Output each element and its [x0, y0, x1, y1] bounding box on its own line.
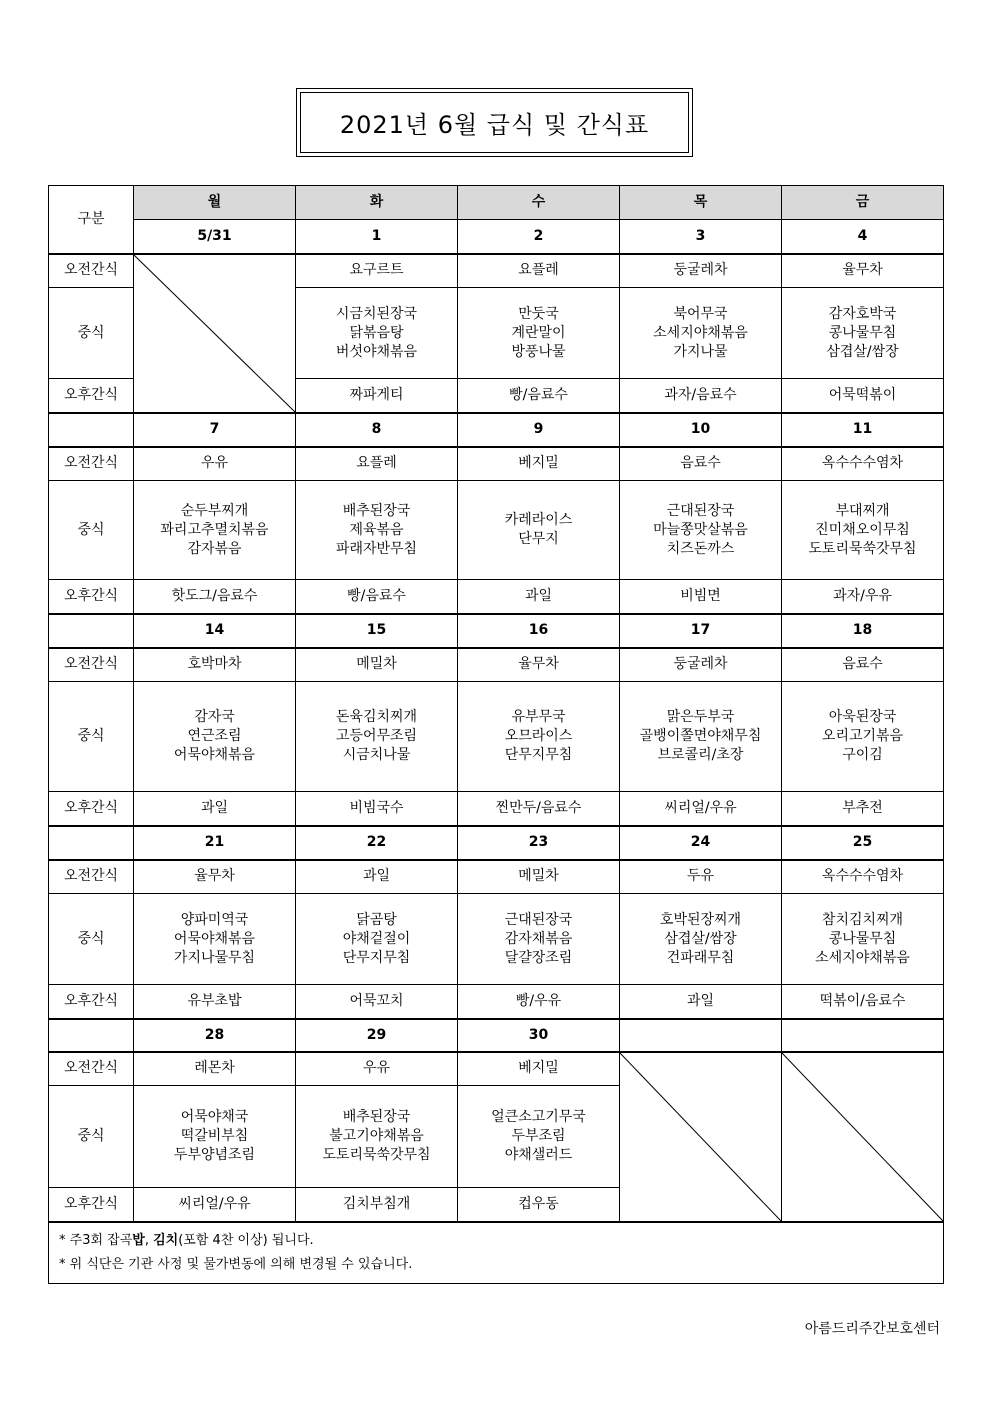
morning-snack-mon: 우유 [134, 447, 296, 481]
menu-item: 소세지야채볶음 [815, 949, 910, 966]
row-label-lunch: 중식 [49, 481, 134, 580]
afternoon-snack-thu: 비빔면 [620, 580, 782, 614]
menu-item: 콩나물무침 [828, 930, 897, 947]
menu-item: 연근조림 [187, 728, 242, 744]
afternoon-snack-row [49, 985, 944, 1019]
lunch-menu-mon [134, 682, 296, 792]
lunch-menu-wed [458, 894, 620, 985]
lunch-row [49, 481, 944, 580]
menu-item: 불고기야채볶음 [329, 1128, 424, 1144]
note-1-suffix: (포함 4찬 이상) 됩니다. [178, 1232, 314, 1248]
morning-snack-thu: 음료수 [620, 447, 782, 481]
date-thu: 17 [620, 614, 782, 648]
morning-snack-thu: 두유 [620, 860, 782, 894]
menu-item: 북어무국 [673, 305, 728, 322]
row-label-lunch: 중식 [49, 682, 134, 792]
date-mon: 5/31 [134, 220, 296, 254]
lunch-menu-tue [296, 682, 458, 792]
note-line-2: * 위 식단은 기관 사정 및 물가변동에 의해 변경될 수 있습니다. [59, 1256, 413, 1272]
morning-snack-row [49, 860, 944, 894]
empty-cell-mon [134, 254, 296, 413]
menu-item: 맑은두부국 [666, 709, 735, 725]
notes-row [49, 1222, 944, 1284]
lunch-menu-wed [458, 1086, 620, 1188]
menu-item: 어묵야채볶음 [173, 930, 256, 947]
date-fri: 25 [782, 826, 944, 860]
menu-item: 부대찌개 [835, 502, 890, 519]
afternoon-snack-tue: 비빔국수 [296, 792, 458, 826]
menu-item: 감자호박국 [828, 305, 897, 322]
date-label-cell [49, 614, 134, 648]
date-thu: 24 [620, 826, 782, 860]
afternoon-snack-fri: 떡볶이/음료수 [782, 985, 944, 1019]
afternoon-snack-fri: 어묵떡볶이 [782, 379, 944, 413]
menu-item: 진미채오이무침 [815, 521, 910, 538]
date-label-cell [49, 826, 134, 860]
date-row [49, 826, 944, 860]
afternoon-snack-mon: 유부초밥 [134, 985, 296, 1019]
date-row [49, 220, 944, 254]
date-tue: 15 [296, 614, 458, 648]
morning-snack-tue: 과일 [296, 860, 458, 894]
day-header-row [49, 186, 944, 220]
date-fri: 18 [782, 614, 944, 648]
menu-item: 도토리묵쑥갓무침 [808, 540, 917, 557]
row-label-morning: 오전간식 [49, 1052, 134, 1086]
menu-item: 오므라이스 [504, 728, 573, 744]
menu-item: 오리고기볶음 [821, 728, 904, 744]
menu-item: 얼큰소고기무국 [491, 1109, 586, 1125]
menu-item: 계란말이 [511, 324, 566, 341]
afternoon-snack-tue: 어묵꼬치 [296, 985, 458, 1019]
note-1-bold-rice: 밥 [132, 1232, 145, 1248]
menu-item: 고등어무조림 [335, 728, 418, 744]
menu-item: 배추된장국 [342, 502, 411, 519]
menu-item: 소세지야채볶음 [653, 324, 748, 341]
row-label-afternoon: 오후간식 [49, 985, 134, 1019]
menu-item: 치즈돈까스 [666, 540, 735, 557]
menu-item: 삼겹살/쌈장 [826, 343, 899, 360]
menu-item: 야채샐러드 [504, 1147, 573, 1163]
row-label-lunch: 중식 [49, 288, 134, 379]
menu-item: 어묵야채볶음 [173, 747, 256, 763]
menu-item: 단무지무침 [342, 949, 411, 966]
menu-item: 건파래무침 [666, 949, 735, 966]
menu-item: 단무지무침 [504, 747, 573, 763]
morning-snack-fri: 음료수 [782, 648, 944, 682]
date-tue: 29 [296, 1019, 458, 1052]
menu-item: 어묵야채국 [180, 1109, 249, 1125]
menu-item: 삼겹살/쌈장 [664, 930, 737, 947]
lunch-menu-fri [782, 288, 944, 379]
afternoon-snack-wed: 빵/음료수 [458, 379, 620, 413]
row-label-lunch: 중식 [49, 894, 134, 985]
afternoon-snack-tue: 빵/음료수 [296, 580, 458, 614]
morning-snack-tue: 우유 [296, 1052, 458, 1086]
menu-item: 골뱅이쫄면야채무침 [639, 728, 762, 744]
date-wed: 9 [458, 413, 620, 447]
page-title: 2021년 6월 급식 및 간식표 [300, 92, 689, 153]
menu-item: 감자볶음 [187, 540, 242, 557]
morning-snack-fri: 옥수수수염차 [782, 447, 944, 481]
empty-cell-fri [782, 1052, 944, 1222]
menu-item: 파래자반무침 [335, 540, 418, 557]
lunch-menu-fri [782, 481, 944, 580]
menu-item: 꽈리고추멸치볶음 [160, 521, 269, 538]
row-label-morning: 오전간식 [49, 254, 134, 288]
menu-item: 두부조림 [511, 1128, 566, 1144]
row-label-afternoon: 오후간식 [49, 379, 134, 413]
date-thu [620, 1019, 782, 1052]
menu-item: 가지나물무침 [173, 949, 256, 966]
lunch-menu-tue [296, 288, 458, 379]
category-header: 구분 [49, 186, 134, 254]
afternoon-snack-thu: 과일 [620, 985, 782, 1019]
date-row [49, 413, 944, 447]
menu-item: 콩나물무침 [828, 324, 897, 341]
lunch-menu-tue [296, 481, 458, 580]
morning-snack-fri: 옥수수수염차 [782, 860, 944, 894]
date-mon: 21 [134, 826, 296, 860]
morning-snack-row [49, 447, 944, 481]
meal-schedule-table [48, 185, 944, 1284]
menu-item: 유부무국 [511, 709, 566, 725]
morning-snack-mon: 호박마차 [134, 648, 296, 682]
date-label-cell [49, 1019, 134, 1052]
day-header-tue: 화 [296, 186, 458, 220]
afternoon-snack-fri: 부추전 [782, 792, 944, 826]
menu-item: 카레라이스 [504, 512, 573, 528]
morning-snack-row [49, 1052, 944, 1086]
day-header-thu: 목 [620, 186, 782, 220]
date-mon: 14 [134, 614, 296, 648]
date-row [49, 614, 944, 648]
afternoon-snack-wed: 찐만두/음료수 [458, 792, 620, 826]
row-label-morning: 오전간식 [49, 860, 134, 894]
date-wed: 16 [458, 614, 620, 648]
afternoon-snack-row [49, 792, 944, 826]
day-header-mon: 월 [134, 186, 296, 220]
lunch-menu-mon [134, 1086, 296, 1188]
menu-item: 야채겉절이 [342, 930, 411, 947]
note-1-prefix: * 주3회 잡곡 [59, 1232, 133, 1248]
row-label-afternoon: 오후간식 [49, 1188, 134, 1222]
morning-snack-wed: 율무차 [458, 648, 620, 682]
lunch-menu-thu [620, 481, 782, 580]
morning-snack-fri: 율무차 [782, 254, 944, 288]
lunch-menu-mon [134, 894, 296, 985]
date-mon: 7 [134, 413, 296, 447]
menu-item: 제육볶음 [349, 521, 404, 538]
morning-snack-tue: 요플레 [296, 447, 458, 481]
date-tue: 22 [296, 826, 458, 860]
menu-item: 브로콜리/초장 [657, 747, 744, 763]
morning-snack-tue: 메밀차 [296, 648, 458, 682]
menu-item: 떡갈비부침 [180, 1128, 249, 1144]
menu-item: 단무지 [518, 531, 559, 547]
morning-snack-thu: 둥굴레차 [620, 648, 782, 682]
menu-item: 배추된장국 [342, 1109, 411, 1125]
date-label-cell [49, 413, 134, 447]
menu-item: 버섯야채볶음 [335, 343, 418, 360]
menu-item: 시금치나물 [342, 747, 411, 763]
date-tue: 1 [296, 220, 458, 254]
menu-item: 감자국 [194, 709, 235, 725]
menu-item: 구이김 [842, 747, 883, 763]
afternoon-snack-thu: 씨리얼/우유 [620, 792, 782, 826]
lunch-menu-fri [782, 682, 944, 792]
date-row [49, 1019, 944, 1052]
date-fri: 11 [782, 413, 944, 447]
afternoon-snack-mon: 씨리얼/우유 [134, 1188, 296, 1222]
afternoon-snack-fri: 과자/우유 [782, 580, 944, 614]
morning-snack-row [49, 254, 944, 288]
lunch-menu-wed [458, 682, 620, 792]
row-label-morning: 오전간식 [49, 648, 134, 682]
menu-item: 양파미역국 [180, 911, 249, 928]
note-1-bold-kimchi: 김치 [153, 1232, 179, 1248]
menu-item: 닭곰탕 [356, 911, 397, 928]
note-1-mid: , [144, 1232, 154, 1248]
lunch-menu-mon [134, 481, 296, 580]
lunch-menu-thu [620, 288, 782, 379]
menu-item: 만둣국 [518, 305, 559, 322]
morning-snack-mon: 레몬차 [134, 1052, 296, 1086]
menu-item: 아욱된장국 [828, 709, 897, 725]
date-fri: 4 [782, 220, 944, 254]
menu-item: 달걀장조림 [504, 949, 573, 966]
menu-item: 마늘쫑맛살볶음 [653, 521, 748, 538]
empty-cell-thu [620, 1052, 782, 1222]
morning-snack-mon: 율무차 [134, 860, 296, 894]
lunch-menu-tue [296, 1086, 458, 1188]
menu-item: 참치김치찌개 [821, 911, 904, 928]
menu-item: 두부양념조림 [173, 1147, 256, 1163]
day-header-wed: 수 [458, 186, 620, 220]
menu-item: 도토리묵쑥갓무침 [322, 1147, 431, 1163]
date-tue: 8 [296, 413, 458, 447]
menu-item: 닭볶음탕 [349, 324, 404, 341]
lunch-menu-wed [458, 288, 620, 379]
morning-snack-wed: 요플레 [458, 254, 620, 288]
row-label-morning: 오전간식 [49, 447, 134, 481]
afternoon-snack-wed: 컵우동 [458, 1188, 620, 1222]
note-line-1 [59, 1229, 933, 1253]
row-label-afternoon: 오후간식 [49, 792, 134, 826]
notes-cell [49, 1222, 944, 1284]
lunch-menu-thu [620, 682, 782, 792]
menu-item: 감자채볶음 [504, 930, 573, 947]
lunch-menu-fri [782, 894, 944, 985]
date-thu: 10 [620, 413, 782, 447]
afternoon-snack-wed: 빵/우유 [458, 985, 620, 1019]
morning-snack-tue: 요구르트 [296, 254, 458, 288]
afternoon-snack-wed: 과일 [458, 580, 620, 614]
afternoon-snack-tue: 김치부침개 [296, 1188, 458, 1222]
morning-snack-thu: 둥굴레차 [620, 254, 782, 288]
afternoon-snack-mon: 핫도그/음료수 [134, 580, 296, 614]
menu-item: 근대된장국 [504, 911, 573, 928]
menu-item: 방풍나물 [511, 343, 566, 360]
center-name: 아름드리주간보호센터 [804, 1321, 940, 1337]
morning-snack-row [49, 648, 944, 682]
morning-snack-wed: 메밀차 [458, 860, 620, 894]
title-box [296, 88, 693, 157]
lunch-row [49, 894, 944, 985]
afternoon-snack-thu: 과자/음료수 [620, 379, 782, 413]
date-wed: 2 [458, 220, 620, 254]
afternoon-snack-mon: 과일 [134, 792, 296, 826]
day-header-fri: 금 [782, 186, 944, 220]
row-label-lunch: 중식 [49, 1086, 134, 1188]
lunch-row [49, 682, 944, 792]
date-thu: 3 [620, 220, 782, 254]
row-label-afternoon: 오후간식 [49, 580, 134, 614]
date-wed: 30 [458, 1019, 620, 1052]
lunch-menu-tue [296, 894, 458, 985]
afternoon-snack-tue: 짜파게티 [296, 379, 458, 413]
menu-item: 호박된장찌개 [659, 911, 742, 928]
morning-snack-wed: 베지밀 [458, 447, 620, 481]
date-fri [782, 1019, 944, 1052]
morning-snack-wed: 베지밀 [458, 1052, 620, 1086]
lunch-menu-wed [458, 481, 620, 580]
menu-item: 시금치된장국 [335, 305, 418, 322]
date-mon: 28 [134, 1019, 296, 1052]
afternoon-snack-row [49, 580, 944, 614]
menu-item: 순두부찌개 [180, 502, 249, 519]
date-wed: 23 [458, 826, 620, 860]
menu-item: 가지나물 [673, 343, 728, 360]
menu-item: 근대된장국 [666, 502, 735, 519]
lunch-menu-thu [620, 894, 782, 985]
menu-item: 돈육김치찌개 [335, 709, 418, 725]
